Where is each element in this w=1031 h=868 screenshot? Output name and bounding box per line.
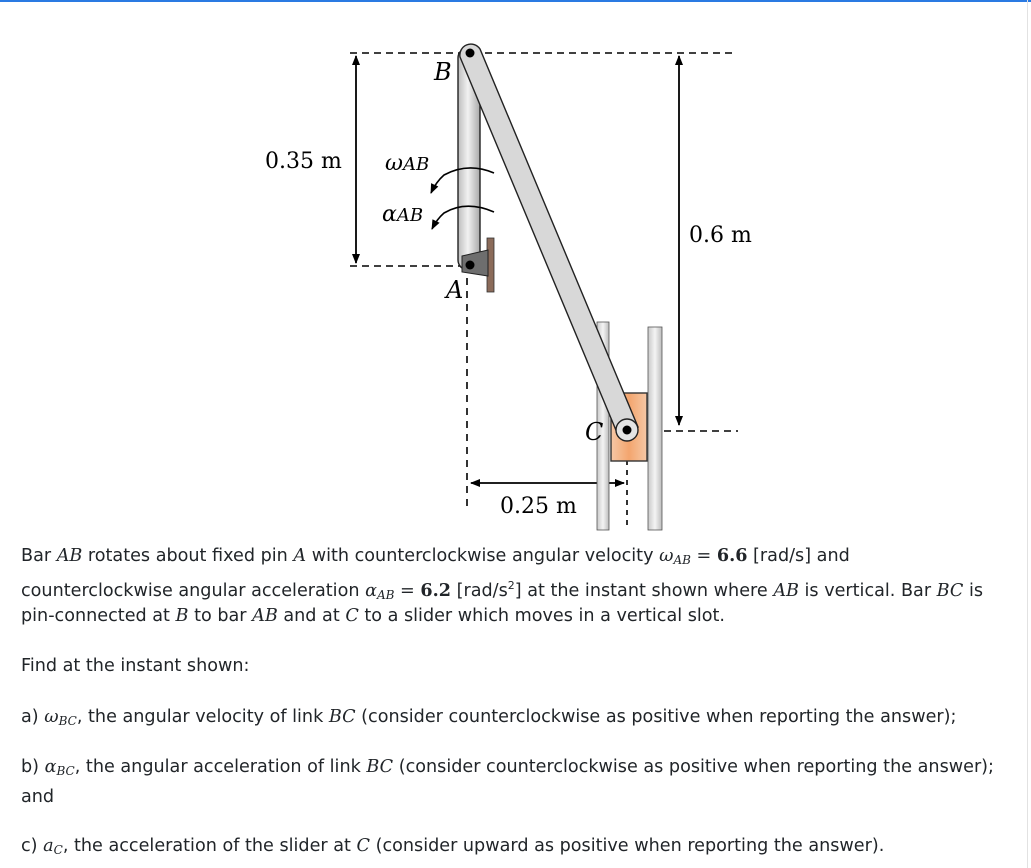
bar-bc [460,44,638,435]
part-b-continuation: and [21,787,55,807]
label-omega-ab: ωAB [385,151,430,176]
alpha-ab-value: 6.2 [420,579,451,601]
pin-c [623,426,632,435]
label-a: A [446,276,464,304]
label-alpha-ab: αAB [382,202,424,227]
dim-label-0.35: 0.35 m [265,149,342,174]
part-c: c) $a_C$, the acceleration of the slider at C (consider upward as positive when reporting the answer). [21,836,885,857]
label-b: B [434,58,452,86]
problem-line-3: pin-connected at B to bar AB and at C to a slider which moves in a vertical slot. [21,606,726,626]
pin-b [466,49,475,58]
problem-line-2: counterclockwise angular acceleration $\alpha_{AB} = 6.2$ $[rad/s^2]$ at the instant shown where AB is vertical. Bar BC is [21,579,984,602]
dim-label-0.25: 0.25 m [500,494,577,519]
pin-a [466,261,475,270]
find-heading: Find at the instant shown: [21,656,250,676]
problem-line-1: Bar AB rotates about fixed pin A with counterclockwise angular velocity $\omega_{AB} = 6.6$ [rad/s] and [21,545,850,567]
omega-ab-value: 6.6 [716,545,748,566]
slot-right-guide [648,327,662,530]
part-a: a) $\omega_{BC}$, the angular velocity of link BC (consider counterclockwise as positive when reporting the answer); [21,707,957,728]
dim-label-0.6: 0.6 m [689,223,752,248]
label-c: C [585,418,604,446]
part-b: b) $\alpha_{BC}$, the angular acceleration of link BC (consider counterclockwise as positive when reporting the answer); [21,757,994,778]
